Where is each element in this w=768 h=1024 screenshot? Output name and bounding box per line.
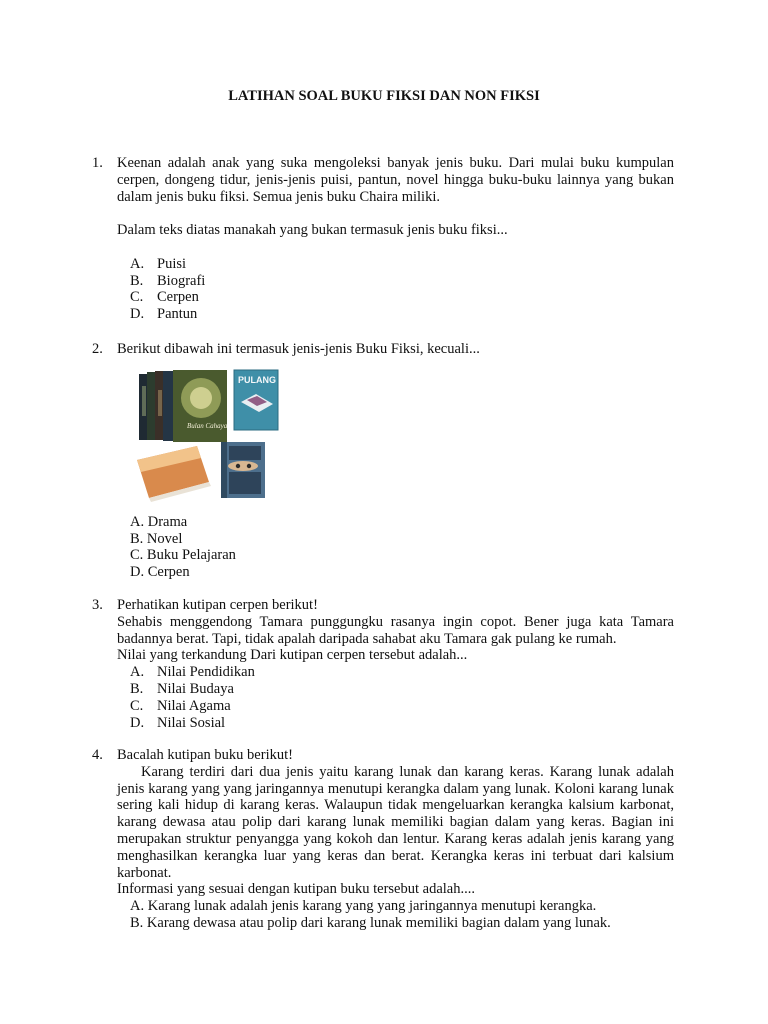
option-letter: D. [130,306,145,323]
option-letter: B. [130,272,144,289]
question-prompt: Berikut dibawah ini termasuk jenis-jenis Buku Fiksi, kecuali... [117,341,480,357]
option-b[interactable] [117,273,674,290]
question-number: 1. [92,155,103,171]
question-1 [92,155,674,323]
question-2 [92,341,674,581]
option-letter: B. [130,680,144,697]
option-c[interactable]: C. Buku Pelajaran [130,547,236,564]
cover-title-pulang: PULANG [238,374,276,385]
option-text: Cerpen [157,289,199,306]
fiction-books-image [135,366,285,506]
option-text: Nilai Pendidikan [157,664,255,681]
option-letter: D. [130,714,145,731]
option-letter: C. [130,289,144,306]
option-d[interactable] [117,306,674,323]
option-text: Nilai Agama [157,697,231,714]
option-a[interactable]: A. Drama [130,513,188,530]
option-b[interactable]: B. Karang dewasa atau polip dari karang lunak memiliki bagian dalam yang lunak. [130,914,611,931]
question-passage: Karang terdiri dari dua jenis yaitu karang lunak dan karang keras. Karang lunak adalah jenis karang yang yang jaringannya menutupi kerangka dalam yang lunak. Koloni karang lunak sering kali hidup di karang keras. Walaupun tidak mengeluarkan kerangka kalsium karbonat, karang dewasa atau polip dari karang lunak memiliki bagian dalam yang keras. Bagian ini merupakan struktur penyangga yang kokoh dan lentur. Karang keras adalah jenis karang yang menghasilkan kerangka luar yang keras dan berat. Kerangka keras ini terbuat dari kalsium karbonat. [117,763,674,881]
question-passage: Sehabis menggendong Tamara punggungku rasanya ingin copot. Bener juga kata Tamara badannya berat. Tapi, tidak apalah daripada sahabat aku Tamara gak pulang ke rumah. [117,613,674,647]
question-number: 2. [92,341,103,357]
option-b[interactable]: B. Novel [130,530,183,547]
option-c[interactable] [117,698,674,715]
option-d[interactable]: D. Cerpen [130,564,190,581]
question-3 [92,597,674,731]
question-number: 4. [92,747,103,763]
question-intro: Bacalah kutipan buku berikut! [117,747,293,763]
option-text: Nilai Budaya [157,680,234,697]
book-covers-illustration [135,366,285,506]
option-a[interactable] [117,256,674,273]
option-text: Nilai Sosial [157,714,226,731]
option-c[interactable] [117,289,674,306]
question-prompt: Nilai yang terkandung Dari kutipan cerpen tersebut adalah... [117,647,468,664]
question-number: 3. [92,597,103,613]
question-prompt: Informasi yang sesuai dengan kutipan buku tersebut adalah.... [117,881,475,898]
option-a[interactable] [117,664,674,681]
option-letter: A. [130,664,145,681]
option-b[interactable] [117,681,674,698]
option-text: Puisi [157,255,187,272]
question-passage: Keenan adalah anak yang suka mengoleksi banyak jenis buku. Dari mulai buku kumpulan cerpen, dongeng tidur, jenis-jenis puisi, pantun, novel hingga buku-buku lainnya yang bukan dalam jenis buku fiksi. Semua jenis buku Chaira miliki. [117,155,674,205]
document-title: LATIHAN SOAL BUKU FIKSI DAN NON FIKSI [228,88,540,104]
cover-title-bulan-cahaya: Bulan Cahaya [187,421,228,430]
option-text: Pantun [157,306,198,323]
option-letter: A. [130,255,145,272]
option-d[interactable] [117,715,674,732]
question-intro: Perhatikan kutipan cerpen berikut! [117,597,318,613]
question-4 [92,747,674,932]
question-prompt: Dalam teks diatas manakah yang bukan termasuk jenis buku fiksi... [117,222,508,239]
option-a[interactable]: A. Karang lunak adalah jenis karang yang yang jaringannya menutupi kerangka. [130,898,597,915]
option-letter: C. [130,697,144,714]
option-text: Biografi [157,272,206,289]
